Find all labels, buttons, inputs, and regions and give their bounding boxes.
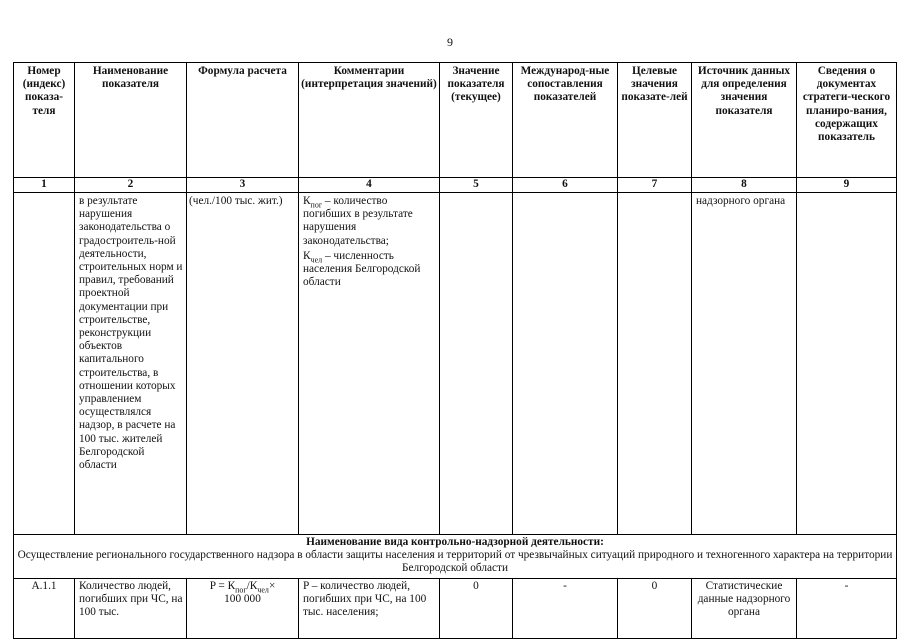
column-number: 2 (75, 178, 187, 193)
table-row (14, 579, 897, 639)
column-number: 6 (513, 178, 618, 193)
header-name: Наименование показателя (75, 63, 187, 178)
column-number: 7 (618, 178, 692, 193)
page-number: 9 (447, 35, 453, 49)
header-formula: Формула расчета (187, 63, 299, 178)
comment-line: $К_{пог}$ – количество погибших в результате нарушения законодательства; (303, 195, 413, 247)
cell-name: в результате нарушения законодательства о градостроитель-ной деятельности, строительных норм и правил, требований проектной документации при строительстве, реконструкции объектов капитального строительства, в отношении которых управлением осуществлялся надзор, в расчете на 100 тыс. жителей Белгородской области (75, 193, 187, 535)
cell-target (618, 193, 692, 535)
header-documents: Сведения о документах стратеги-ческого планиро-вания, содержащих показатель (797, 63, 897, 178)
column-number: 8 (692, 178, 797, 193)
cell-comment (299, 193, 440, 535)
cell-documents: - (797, 579, 897, 639)
cell-formula: $P = К_{пог}/К_{чел}\times$ 100 000 (187, 579, 299, 639)
cell-documents (797, 193, 897, 535)
header-target: Целевые значения показате-лей (618, 63, 692, 178)
header-source: Источник данных для определения значения показателя (692, 63, 797, 178)
header-international: Международ-ные сопоставления показателей (513, 63, 618, 178)
section-cell (14, 535, 897, 579)
cell-current-value: 0 (440, 579, 513, 639)
cell-source: надзорного органа (692, 193, 797, 535)
cell-name: Количество людей, погибших при ЧС, на 100 тыс. (75, 579, 187, 639)
column-number: 4 (299, 178, 440, 193)
column-number: 9 (797, 178, 897, 193)
cell-international: - (513, 579, 618, 639)
cell-current-value (440, 193, 513, 535)
column-number: 5 (440, 178, 513, 193)
section-row (14, 535, 897, 579)
column-number: 3 (187, 178, 299, 193)
header-comment: Комментарии (интерпретация значений) (299, 63, 440, 178)
header-current-value: Значение показателя (текущее) (440, 63, 513, 178)
cell-index (14, 193, 75, 535)
cell-international (513, 193, 618, 535)
header-index: Номер (индекс) показа-теля (14, 63, 75, 178)
column-number-row (14, 178, 897, 193)
comment-line: $К_{чел}$ – численность населения Белгородской области (303, 249, 421, 289)
cell-source: Статистические данные надзорного органа (692, 579, 797, 639)
section-text: Осуществление регионального государственного надзора в области защиты населения и территорий от чрезвычайных ситуаций природного и техногенного характера на территории Белгородской области (17, 549, 893, 575)
section-title: Наименование вида контрольно-надзорной деятельности: (306, 536, 604, 548)
cell-index: А.1.1 (14, 579, 75, 639)
table-row (14, 193, 897, 535)
header-row (14, 63, 897, 178)
cell-target: 0 (618, 579, 692, 639)
indicators-table (13, 62, 897, 639)
cell-comment: P – количество людей, погибших при ЧС, на 100 тыс. населения; (299, 579, 440, 639)
cell-formula: (чел./100 тыс. жит.) (187, 193, 299, 535)
column-number: 1 (14, 178, 75, 193)
